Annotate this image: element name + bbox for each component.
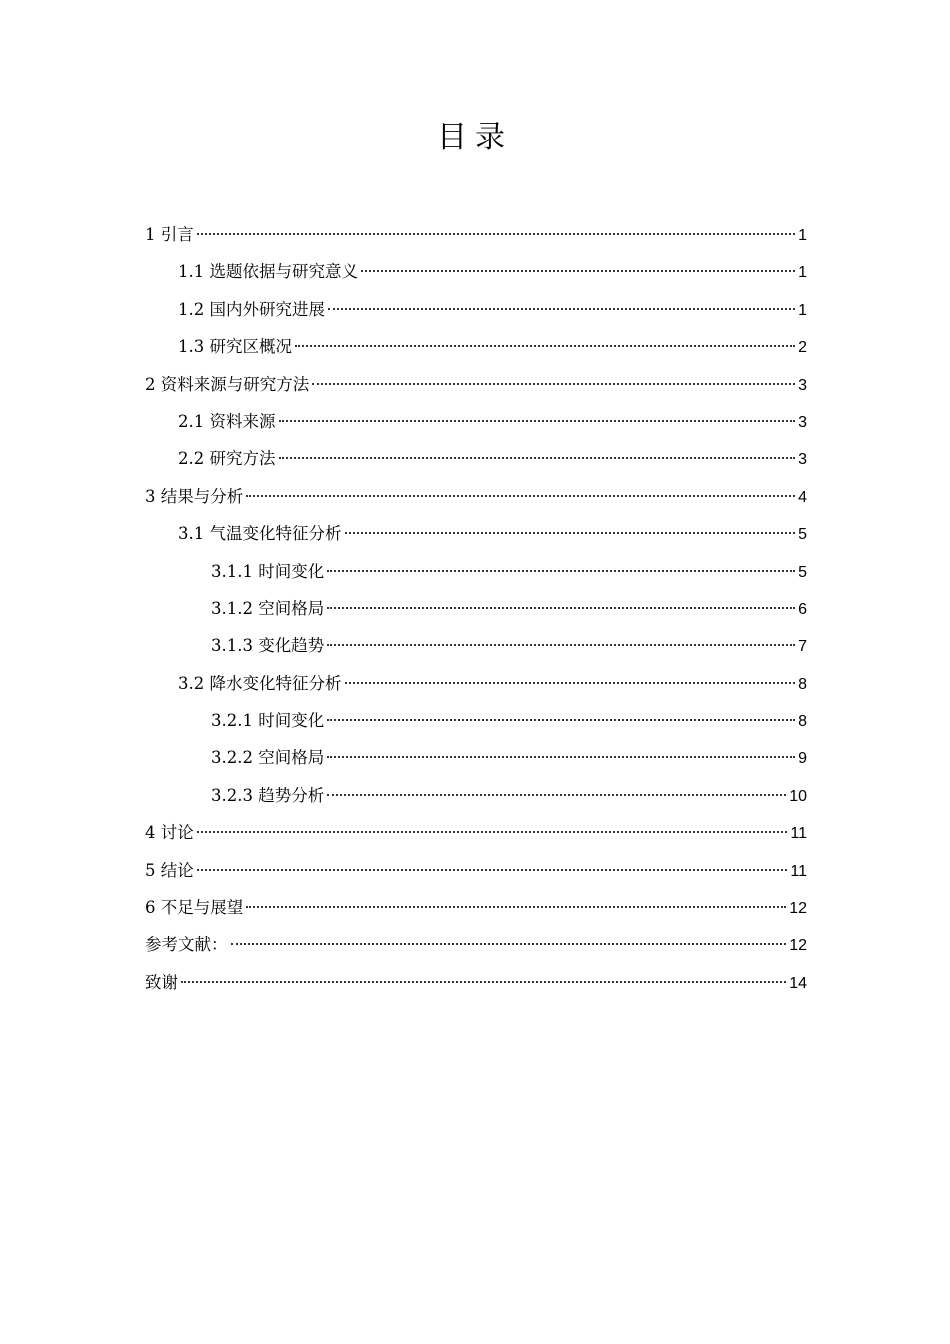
toc-entry-page-number: 2 bbox=[798, 339, 807, 357]
toc-entry[interactable] bbox=[145, 515, 807, 552]
toc-dot-leader bbox=[197, 831, 788, 833]
toc-dot-leader bbox=[361, 270, 795, 272]
toc-entry-page-number: 10 bbox=[789, 787, 807, 805]
toc-entry-page-number: 5 bbox=[798, 563, 807, 581]
toc-entry-page-number: 4 bbox=[798, 488, 807, 506]
toc-entry[interactable] bbox=[145, 291, 807, 328]
toc-entry-page-number: 1 bbox=[798, 264, 807, 282]
toc-dot-leader bbox=[327, 719, 795, 721]
toc-entry-label: 参考文献： bbox=[145, 935, 228, 955]
toc-entry[interactable] bbox=[145, 627, 807, 664]
toc-entry[interactable] bbox=[145, 253, 807, 290]
toc-entry[interactable] bbox=[145, 590, 807, 627]
toc-dot-leader bbox=[327, 756, 795, 758]
toc-entry[interactable] bbox=[145, 702, 807, 739]
toc-entry-page-number: 8 bbox=[798, 713, 807, 731]
toc-entry-label: 3.1.1 时间变化 bbox=[211, 561, 325, 581]
toc-entry-label: 3.2.3 趋势分析 bbox=[211, 785, 325, 805]
toc-entry[interactable] bbox=[145, 328, 807, 365]
toc-entry-label: 3.2.1 时间变化 bbox=[211, 711, 325, 731]
toc-dot-leader bbox=[327, 794, 786, 796]
toc-entry-label: 2.2 研究方法 bbox=[178, 449, 276, 469]
toc-entry-label: 3.2.2 空间格局 bbox=[211, 748, 325, 768]
toc-entry[interactable] bbox=[145, 366, 807, 403]
toc-entry-page-number: 12 bbox=[789, 937, 807, 955]
toc-entry[interactable] bbox=[145, 665, 807, 702]
toc-dot-leader bbox=[327, 570, 795, 572]
toc-entry-label: 1 引言 bbox=[145, 225, 194, 244]
toc-entry-page-number: 3 bbox=[798, 413, 807, 431]
toc-entry-page-number: 14 bbox=[789, 974, 807, 992]
toc-entry[interactable] bbox=[145, 852, 807, 889]
toc-entry-label: 1.3 研究区概况 bbox=[178, 337, 292, 357]
toc-entry[interactable] bbox=[145, 216, 807, 253]
toc-entry-page-number: 11 bbox=[790, 825, 807, 843]
toc-dot-leader bbox=[231, 943, 787, 945]
toc-entry-page-number: 12 bbox=[789, 900, 807, 918]
toc-entry[interactable] bbox=[145, 889, 807, 926]
toc-entry[interactable] bbox=[145, 440, 807, 477]
toc-entry-label: 6 不足与展望 bbox=[145, 898, 244, 918]
toc-dot-leader bbox=[197, 233, 795, 235]
toc-entry-page-number: 11 bbox=[790, 862, 807, 880]
toc-entry-label: 5 结论 bbox=[145, 860, 194, 880]
toc-entry-label: 2.1 资料来源 bbox=[178, 411, 276, 431]
toc-entry-label: 3.1 气温变化特征分析 bbox=[178, 524, 342, 544]
toc-dot-leader bbox=[246, 906, 786, 908]
toc-entry-label: 1.1 选题依据与研究意义 bbox=[178, 262, 358, 282]
toc-dot-leader bbox=[327, 644, 795, 646]
toc-entry-label: 3.1.2 空间格局 bbox=[211, 598, 325, 618]
toc-title: 目录 bbox=[437, 120, 513, 155]
toc-dot-leader bbox=[312, 383, 795, 385]
toc-entry-label: 4 讨论 bbox=[145, 823, 194, 843]
toc-dot-leader bbox=[279, 420, 796, 422]
toc-entry-page-number: 8 bbox=[798, 675, 807, 693]
toc-entry[interactable] bbox=[145, 777, 807, 814]
toc-entry-page-number: 6 bbox=[798, 600, 807, 618]
toc-entry-page-number: 1 bbox=[798, 227, 807, 244]
toc-dot-leader bbox=[279, 457, 796, 459]
toc-entry[interactable] bbox=[145, 553, 807, 590]
table-of-contents bbox=[145, 216, 807, 1001]
toc-entry[interactable] bbox=[145, 478, 807, 515]
toc-entry-label: 致谢 bbox=[145, 972, 178, 992]
toc-dot-leader bbox=[246, 495, 795, 497]
toc-entry-page-number: 1 bbox=[798, 301, 807, 319]
toc-entry-label: 1.2 国内外研究进展 bbox=[178, 299, 325, 319]
toc-entry-label: 3.1.3 变化趋势 bbox=[211, 636, 325, 656]
toc-entry-label: 3 结果与分析 bbox=[145, 486, 244, 506]
toc-dot-leader bbox=[181, 981, 786, 983]
toc-dot-leader bbox=[345, 532, 796, 534]
toc-entry[interactable] bbox=[145, 403, 807, 440]
toc-dot-leader bbox=[197, 869, 788, 871]
toc-dot-leader bbox=[328, 308, 795, 310]
toc-entry-page-number: 3 bbox=[798, 451, 807, 469]
toc-dot-leader bbox=[345, 682, 796, 684]
toc-entry-page-number: 5 bbox=[798, 526, 807, 544]
toc-entry-label: 3.2 降水变化特征分析 bbox=[178, 673, 342, 693]
toc-entry-page-number: 3 bbox=[798, 376, 807, 394]
toc-entry-page-number: 9 bbox=[798, 750, 807, 768]
toc-entry[interactable] bbox=[145, 814, 807, 851]
toc-entry[interactable] bbox=[145, 739, 807, 776]
toc-entry[interactable] bbox=[145, 964, 807, 1001]
toc-dot-leader bbox=[327, 607, 795, 609]
toc-entry-page-number: 7 bbox=[798, 638, 807, 656]
toc-entry-label: 2 资料来源与研究方法 bbox=[145, 374, 310, 394]
toc-dot-leader bbox=[295, 345, 795, 347]
toc-entry[interactable] bbox=[145, 926, 807, 963]
